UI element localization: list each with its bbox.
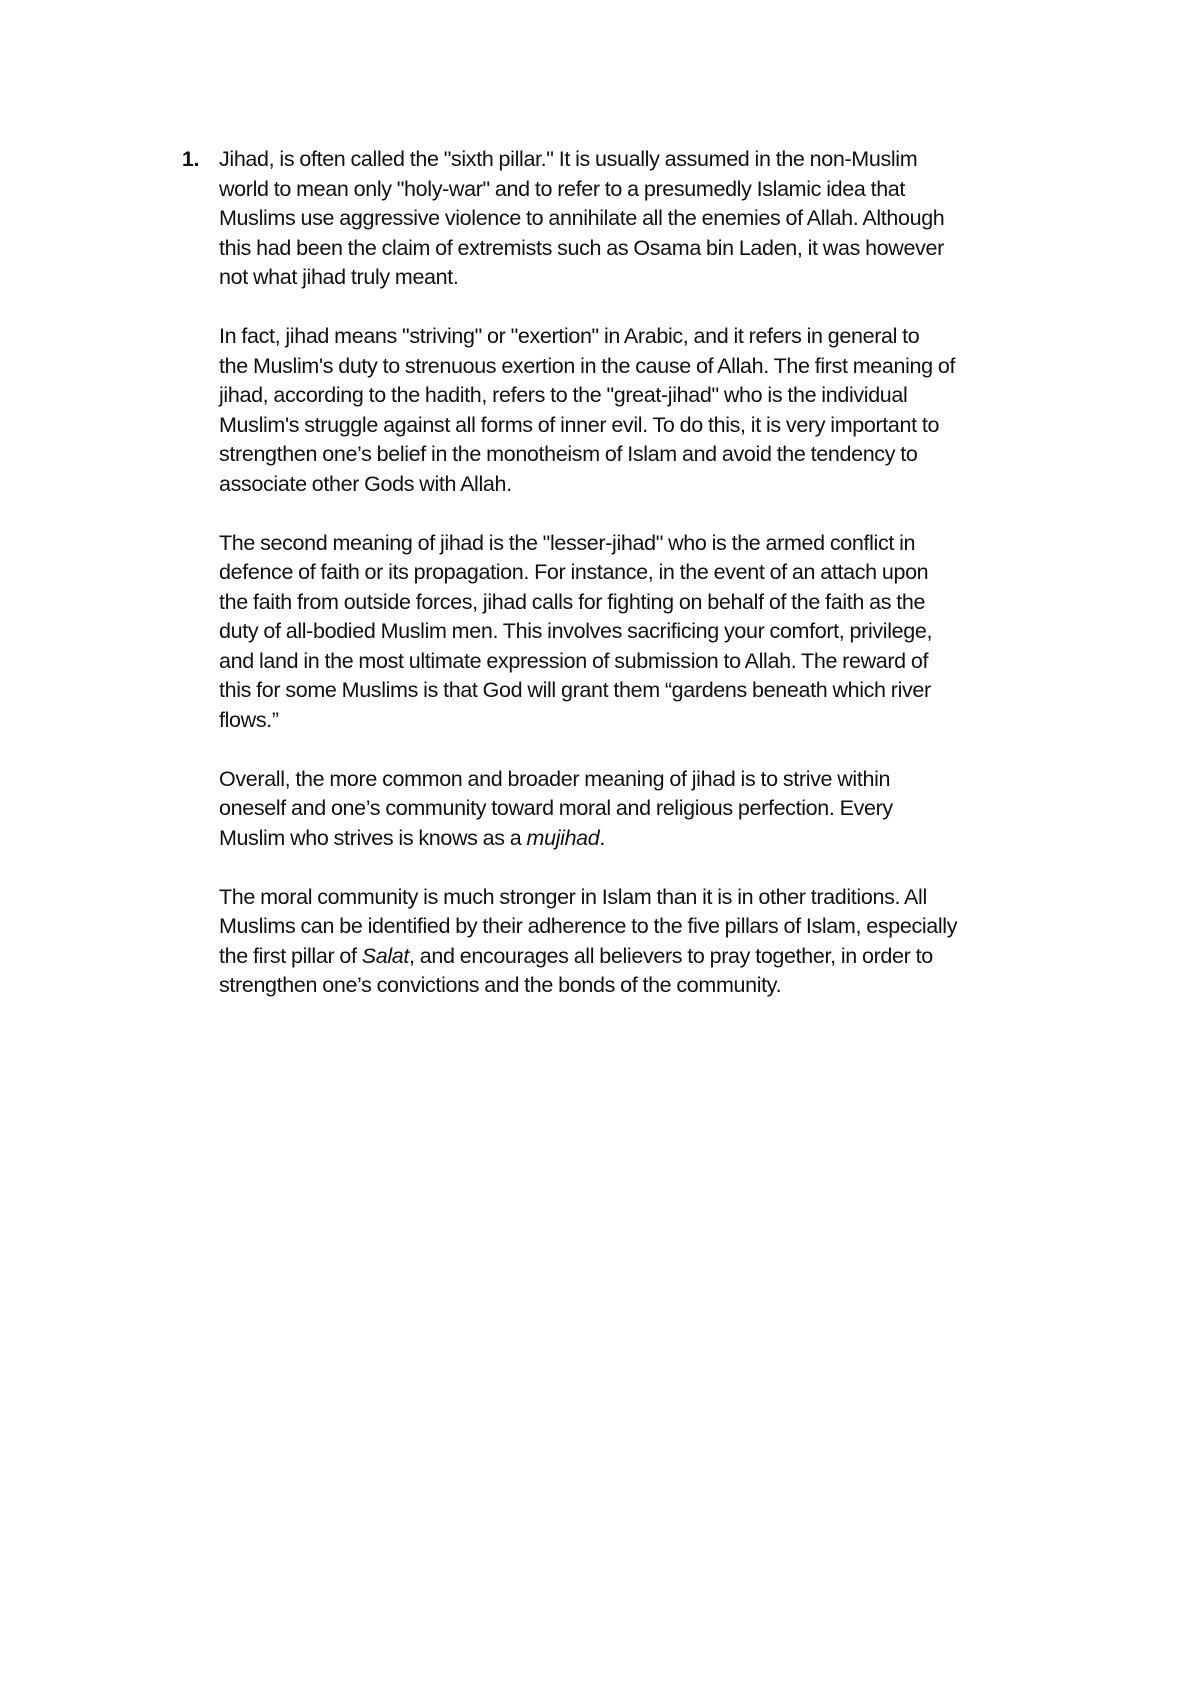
text-line: Muslims can be identified by their adherence to the five pillars of Islam, especially	[219, 914, 958, 938]
text-line: this had been the claim of extremists such as Osama bin Laden, it was however	[219, 235, 944, 260]
text-line: strengthen one’s convictions and the bonds of the community.	[219, 973, 782, 997]
paragraph-great-jihad	[219, 322, 1064, 499]
list-item-content	[219, 145, 1064, 1030]
emphasized-term-salat: Salat	[361, 943, 410, 968]
text-line: oneself and one’s community toward moral and religious perfection. Every	[219, 796, 893, 820]
text-line: Muslim's struggle against all forms of inner evil. To do this, it is very important to	[219, 412, 940, 437]
text-line: world to mean only "holy-war" and to refer to a presumedly Islamic idea that	[219, 176, 906, 201]
emphasized-term-mujihad: mujihad	[526, 825, 600, 850]
list-number: 1.	[182, 148, 200, 171]
text-line: this for some Muslims is that God will grant them “gardens beneath which river	[219, 678, 931, 702]
text-line: and land in the most ultimate expression of submission to Allah. The reward of	[219, 648, 929, 673]
text-line: flows.”	[219, 707, 279, 732]
text-line: the Muslim's duty to strenuous exertion in the cause of Allah. The first meaning of	[219, 353, 956, 378]
text-line: Muslim who strives is knows as a	[219, 825, 527, 850]
paragraph-lesser-jihad	[219, 529, 1064, 736]
text-line: defence of faith or its propagation. For instance, in the event of an attach upon	[219, 560, 929, 584]
text-line: Jihad, is often called the "sixth pillar." It is usually assumed in the non-Muslim	[219, 147, 918, 171]
text-line: jihad, according to the hadith, refers to the "great-jihad" who is the individual	[219, 383, 908, 407]
text-line: the first pillar of	[219, 943, 362, 968]
paragraph-overall-meaning	[219, 765, 1064, 854]
text-line: the faith from outside forces, jihad calls for fighting on behalf of the faith as the	[219, 589, 926, 614]
text-line: The second meaning of jihad is the "lesser-jihad" who is the armed conflict in	[219, 530, 916, 555]
text-line: Overall, the more common and broader meaning of jihad is to strive within	[219, 766, 891, 791]
text-line: duty of all-bodied Muslim men. This involves sacrificing your comfort, privilege,	[219, 619, 933, 643]
text-line: The moral community is much stronger in Islam than it is in other traditions. All	[219, 884, 927, 909]
text-fragment: .	[599, 825, 606, 850]
text-line: associate other Gods with Allah.	[219, 471, 512, 496]
text-line: not what jihad truly meant.	[219, 265, 459, 289]
text-fragment: , and encourages all believers to pray together, in order to	[409, 943, 933, 968]
text-line: Muslims use aggressive violence to annihilate all the enemies of Allah. Although	[219, 206, 945, 230]
paragraph-jihad-definition	[219, 145, 1064, 293]
text-line: In fact, jihad means "striving" or "exertion" in Arabic, and it refers in general to	[219, 324, 920, 348]
text-line: strengthen one’s belief in the monotheism of Islam and avoid the tendency to	[219, 442, 918, 466]
paragraph-moral-community	[219, 883, 1064, 1001]
